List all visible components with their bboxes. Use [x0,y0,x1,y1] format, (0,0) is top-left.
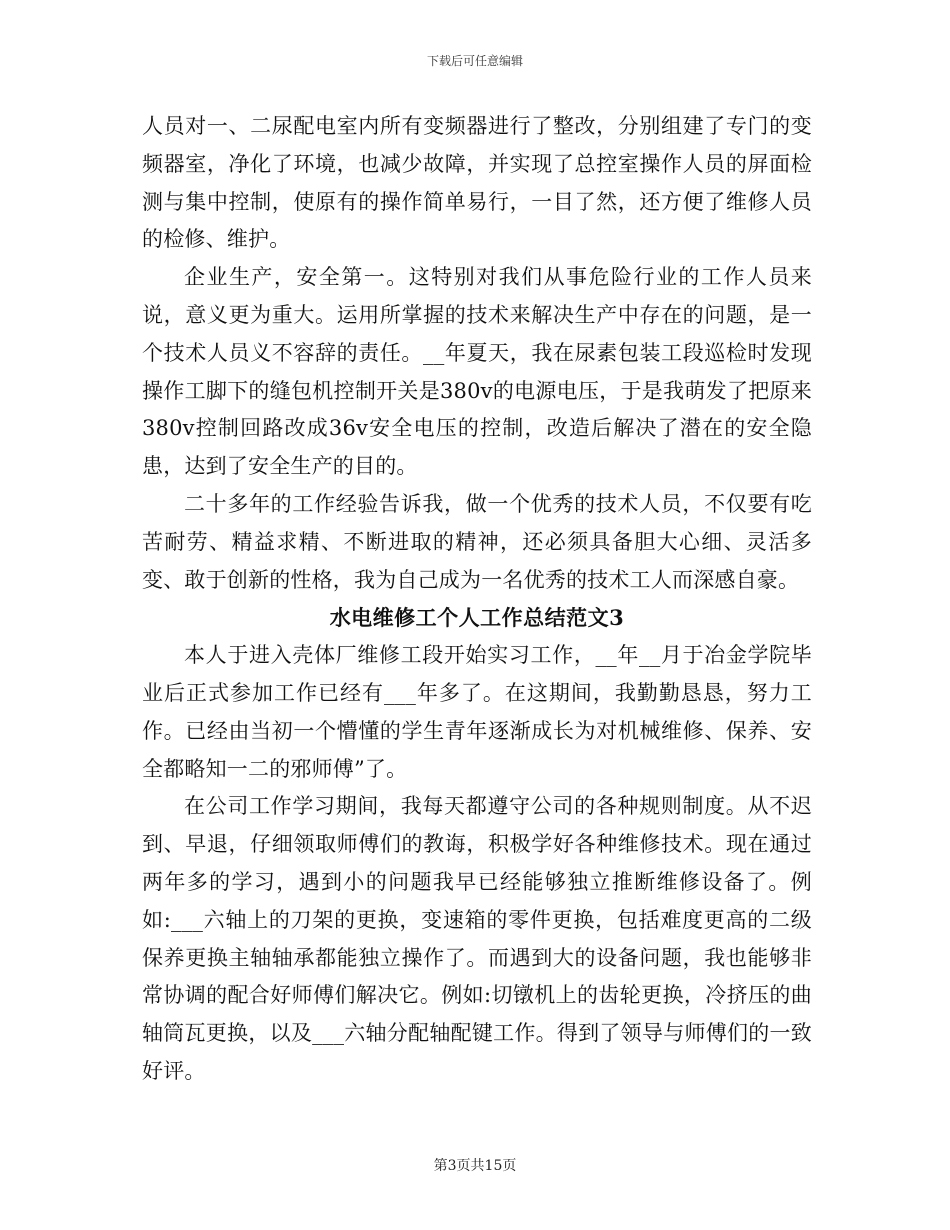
page-number: 第3页共15页 [433,1158,517,1174]
section-title: 水电维修工个人工作总结范文3 [329,605,625,631]
paragraph-safety: 企业生产，安全第一。这特别对我们从事危险行业的工作人员来说，意义更为重大。运用所掌握的技术来解决生产中存在的问题，是一个技术人员义不容辞的责任。__年夏天，我在尿素包装工段巡检时发现操作工脚下的缝包机控制开关是380v的电源电压，于是我萌发了把原来380v控制回路改成36v安全电压的控制，改造后解决了潜在的安全隐患，达到了安全生产的目的。 [142,265,812,479]
paragraph-study: 在公司工作学习期间，我每天都遵守公司的各种规则制度。从不迟到、早退，仔细领取师傅们的教诲，积极学好各种维修技术。现在通过两年多的学习，遇到小的问题我早已经能够独立推断维修设备了。例如:___六轴上的刀架的更换，变速箱的零件更换，包括难度更高的二级保养更换主轴轴承都能独立操作了。而遇到大的设备问题，我也能够非常协调的配合好师傅们解决它。例如:切镦机上的齿轮更换，冷挤压的曲轴筒瓦更换，以及___六轴分配轴配键工作。得到了领导与师傅们的一致好评。 [142,794,812,1083]
document-body [142,108,812,1091]
paragraph-continued: 人员对一、二尿配电室内所有变频器进行了整改，分别组建了专门的变频器室，净化了环境，也减少故障，并实现了总控室操作人员的屏面检测与集中控制，使原有的操作简单易行，一目了然，还方便了维修人员的检修、维护。 [142,114,812,252]
page-header-note: 下载后可任意编辑 [426,54,523,68]
paragraph-experience: 二十多年的工作经验告诉我，做一个优秀的技术人员，不仅要有吃苦耐劳、精益求精、不断进取的精神，还必须具备胆大心细、灵活多变、敢于创新的性格，我为自己成为一名优秀的技术工人而深感自豪。 [142,491,812,592]
paragraph-intro: 本人于进入壳体厂维修工段开始实习工作，__年__月于冶金学院毕业后正式参加工作已经有___年多了。在这期间，我勤勤恳恳，努力工作。已经由当初一个懵懂的学生青年逐渐成长为对机械维修、保养、安全都略知一二的邪师傅”了。 [142,643,812,781]
